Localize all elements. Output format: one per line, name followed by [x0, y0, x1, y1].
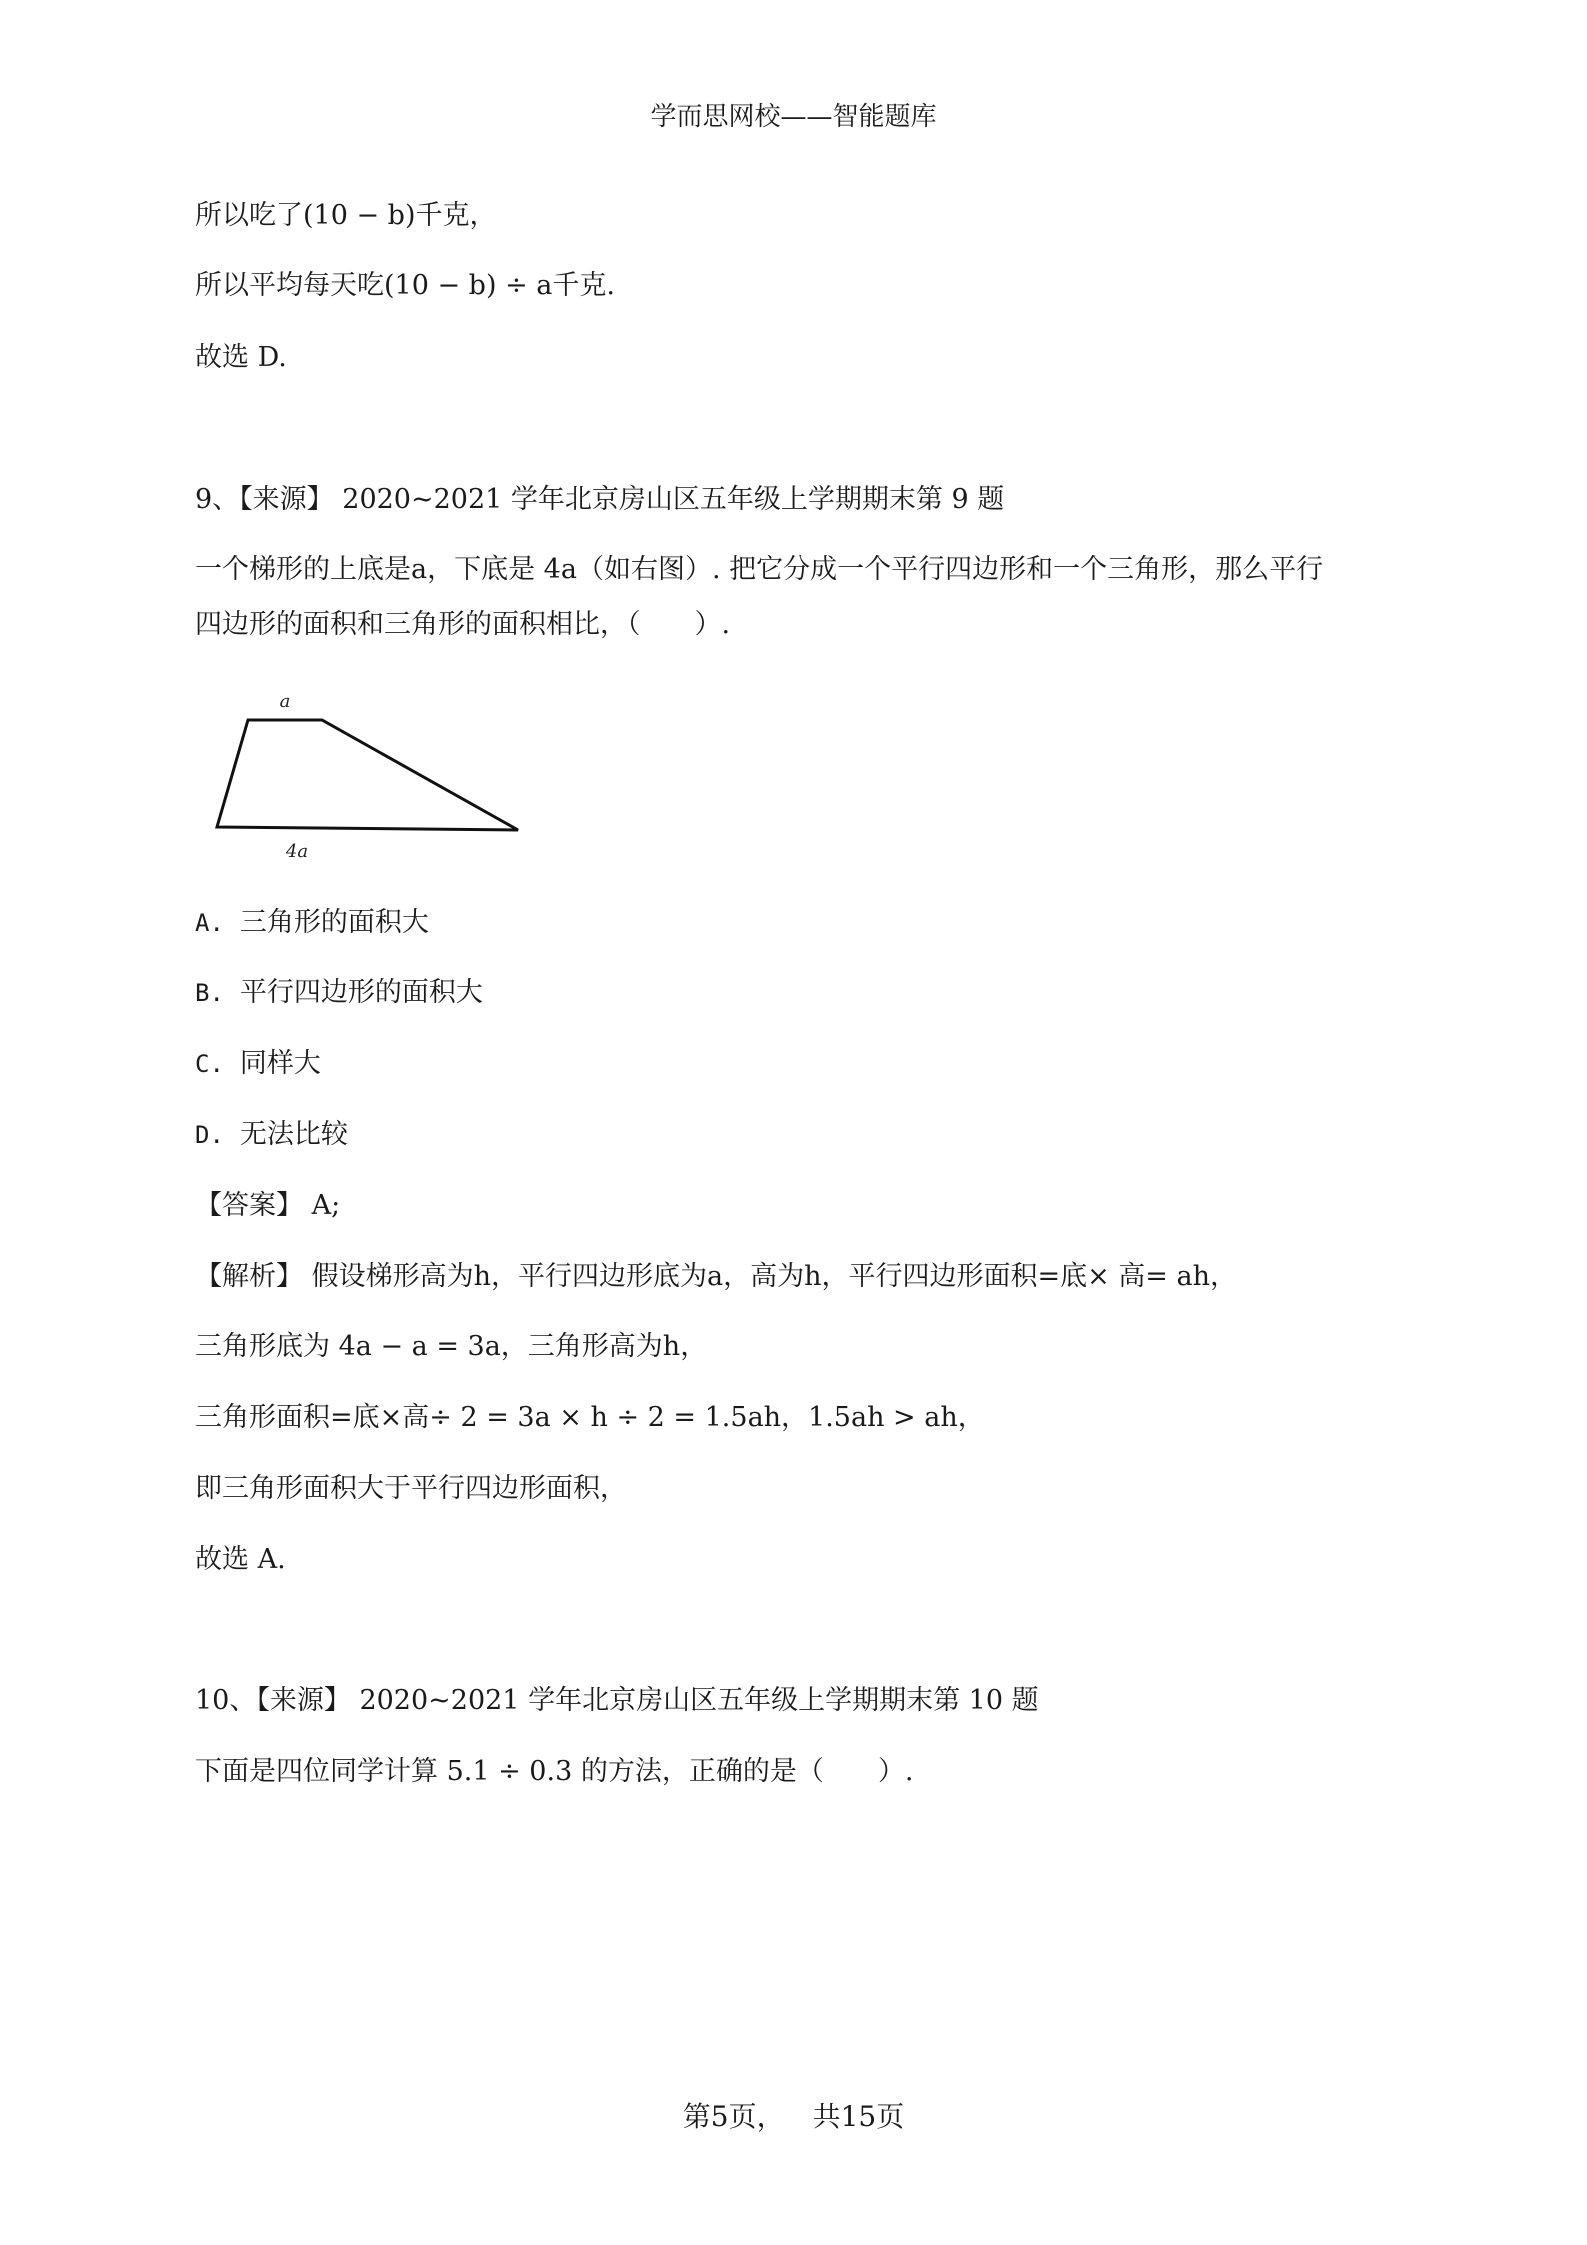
- question-9-source: 9、【来源】 2020~2021 学年北京房山区五年级上学期期末第 9 题: [195, 484, 1005, 515]
- top-base-label: a: [279, 691, 291, 712]
- option-text: 三角形的面积大: [239, 907, 429, 938]
- page-header: 学而思网校——智能题库: [650, 102, 937, 132]
- option-letter: C.: [195, 1050, 224, 1078]
- analysis-conclusion: 故选 A.: [195, 1544, 286, 1575]
- trapezoid-shape: [217, 720, 518, 830]
- bottom-base-label: 4a: [285, 841, 309, 862]
- option-text: 无法比较: [239, 1119, 348, 1150]
- option-d: [195, 1112, 348, 1151]
- solution-line-2: 所以平均每天吃(10 − b) ÷ a千克.: [195, 270, 615, 301]
- solution-conclusion: 故选 D.: [195, 342, 287, 373]
- question-10-source: 10、【来源】 2020~2021 学年北京房山区五年级上学期期末第 10 题: [195, 1685, 1039, 1716]
- option-text: 同样大: [239, 1048, 321, 1079]
- option-a: [195, 900, 429, 939]
- option-letter: A.: [195, 909, 224, 937]
- page-number: 第5页，: [682, 2100, 785, 2133]
- analysis-line-4: 即三角形面积大于平行四边形面积，: [195, 1473, 627, 1504]
- option-b: [195, 970, 483, 1009]
- page-footer: [0, 2095, 1587, 2135]
- analysis-line-3: 三角形面积=底×高÷ 2 = 3a × h ÷ 2 = 1.5ah，1.5ah > ah，: [195, 1402, 985, 1433]
- option-c: [195, 1041, 321, 1080]
- analysis-line-2: 三角形底为 4a − a = 3a，三角形高为h，: [195, 1331, 708, 1362]
- option-letter: D.: [195, 1121, 224, 1149]
- option-text: 平行四边形的面积大: [239, 977, 483, 1008]
- trapezoid-figure: [205, 685, 535, 865]
- question-10-stem: 下面是四位同学计算 5.1 ÷ 0.3 的方法，正确的是（ ）.: [195, 1756, 914, 1787]
- solution-line-1: 所以吃了(10 − b)千克，: [195, 200, 497, 231]
- question-9-answer: 【答案】 A;: [195, 1190, 341, 1221]
- analysis-line-1: 【解析】 假设梯形高为h，平行四边形底为a，高为h，平行四边形面积=底× 高= ah，: [195, 1261, 1237, 1292]
- option-letter: B.: [195, 979, 224, 1007]
- question-9-stem-line-2: 四边形的面积和三角形的面积相比，（ ）.: [195, 609, 731, 640]
- page-total: 共15页: [812, 2100, 905, 2133]
- question-9-stem-line-1: 一个梯形的上底是a，下底是 4a（如右图）. 把它分成一个平行四边形和一个三角形，那么平行: [195, 554, 1324, 585]
